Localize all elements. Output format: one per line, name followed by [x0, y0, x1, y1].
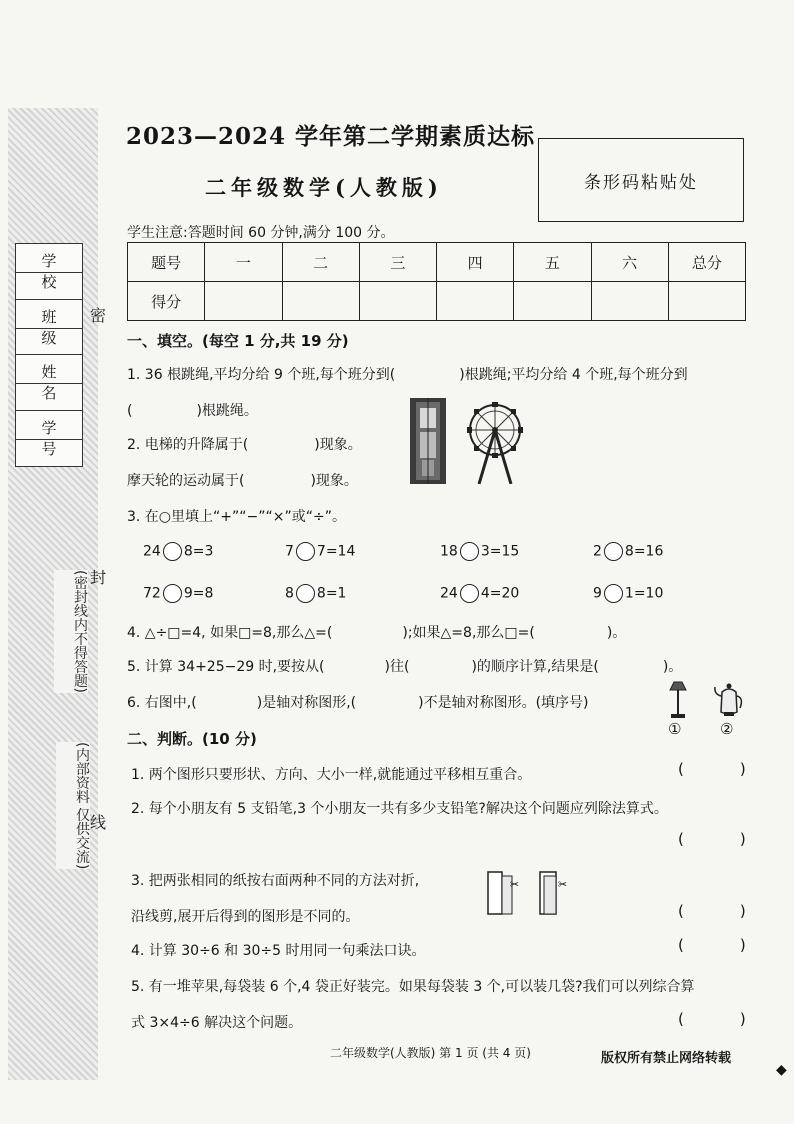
- barcode-label: 条形码粘贴处: [584, 172, 698, 193]
- score-cell[interactable]: [359, 282, 436, 321]
- judge-1: 1. 两个图形只要形状、方向、大小一样,就能通过平移相互重合。: [131, 767, 532, 783]
- q4-text: );如果△=8,那么□=(: [402, 625, 535, 641]
- field-line: [16, 383, 82, 384]
- field-school: [16, 244, 82, 300]
- paren: ): [739, 902, 746, 920]
- question-5: [127, 656, 682, 676]
- op-left: 9: [593, 585, 602, 602]
- question-2-line1: [127, 434, 362, 454]
- op-item: [285, 584, 346, 603]
- op-right: 3=15: [480, 543, 520, 560]
- page-footer: 二年级数学(人教版) 第 1 页 (共 4 页): [330, 1046, 531, 1060]
- lamp-icon: [664, 680, 692, 720]
- question-1-line1: [127, 364, 688, 384]
- op-item: [143, 542, 213, 561]
- score-header-cell: 一: [205, 243, 282, 282]
- score-cell[interactable]: [282, 282, 359, 321]
- score-header-cell: 四: [437, 243, 514, 282]
- q4-text: 4. △÷□=4, 如果□=8,那么△=(: [127, 625, 333, 641]
- judge-3-line2: 沿线剪,展开后得到的图形是不同的。: [131, 909, 360, 925]
- q5-text: 5. 计算 34+25−29 时,要按从(: [127, 659, 325, 675]
- operator-circle[interactable]: [296, 542, 315, 561]
- section1-heading: 一、填空。(每空 1 分,共 19 分): [127, 332, 349, 350]
- q2-text: 2. 电梯的升降属于(: [127, 437, 249, 453]
- diamond-icon: ◆: [776, 1062, 787, 1078]
- teapot-icon: [712, 682, 746, 720]
- judge-4-answer[interactable]: [678, 936, 746, 954]
- q6-text: 6. 右图中,(: [127, 695, 197, 711]
- paren: ): [739, 830, 746, 848]
- judge-5-line2: 式 3×4÷6 解决这个问题。: [131, 1015, 303, 1031]
- field-label: 学校: [41, 252, 71, 291]
- score-header-cell: 题号: [128, 243, 205, 282]
- judge-4: 4. 计算 30÷6 和 30÷5 时用同一句乘法口诀。: [131, 943, 426, 959]
- score-cell[interactable]: [205, 282, 282, 321]
- seal-char: 线: [90, 813, 107, 832]
- field-line: [16, 328, 82, 329]
- score-header-row: [128, 243, 746, 282]
- seal-note: (密封线内不得答题): [54, 570, 88, 693]
- op-right: 1=10: [624, 585, 664, 602]
- score-value-row: [128, 282, 746, 321]
- judge-5-line1: 5. 有一堆苹果,每袋装 6 个,4 袋正好装完。如果每袋装 3 个,可以装几袋?我们可以列综合算: [131, 979, 695, 995]
- score-header-cell: 二: [282, 243, 359, 282]
- score-cell[interactable]: [514, 282, 591, 321]
- page-subtitle: 二年级数学(人教版): [205, 175, 443, 200]
- op-right: 7=14: [316, 543, 356, 560]
- q5-text: )往(: [384, 659, 410, 675]
- paren: (: [678, 1010, 684, 1028]
- q5-text: )的顺序计算,结果是(: [471, 659, 599, 675]
- q2-text: 摩天轮的运动属于(: [127, 473, 245, 489]
- op-right: 8=16: [624, 543, 664, 560]
- q1-text: 1. 36 根跳绳,平均分给 9 个班,每个班分到(: [127, 367, 396, 383]
- q1-text: )根跳绳;平均分给 4 个班,每个班分到: [459, 367, 688, 383]
- op-left: 7: [285, 543, 294, 560]
- score-header-cell: 三: [359, 243, 436, 282]
- score-cell[interactable]: [591, 282, 668, 321]
- q4-text: )。: [606, 625, 627, 641]
- q2-text: )现象。: [310, 473, 358, 489]
- student-notice: 学生注意:答题时间 60 分钟,满分 100 分。: [127, 225, 395, 241]
- paren: ): [739, 936, 746, 954]
- op-item: [593, 584, 663, 603]
- score-table: [127, 242, 746, 321]
- score-row-label: 得分: [128, 282, 205, 321]
- elevator-image: [410, 398, 446, 484]
- q1-text: (: [127, 403, 133, 419]
- paren: (: [678, 830, 684, 848]
- paren: (: [678, 902, 684, 920]
- ferris-wheel-image: [467, 402, 523, 484]
- op-left: 2: [593, 543, 602, 560]
- op-right: 8=1: [316, 585, 347, 602]
- operator-circle[interactable]: [604, 584, 623, 603]
- op-right: 8=3: [183, 543, 214, 560]
- op-left: 24: [143, 543, 161, 560]
- section2-heading: 二、判断。(10 分): [127, 730, 257, 748]
- judge-2: 2. 每个小朋友有 5 支铅笔,3 个小朋友一共有多少支铅笔?解决这个问题应列除法算式。: [131, 801, 668, 817]
- field-label: 姓名: [41, 363, 71, 402]
- operator-circle[interactable]: [296, 584, 315, 603]
- q6-text: )是轴对称图形,(: [256, 695, 357, 711]
- paren: (: [678, 760, 684, 778]
- internal-note: (内部资料 仅供交流): [56, 742, 90, 869]
- score-cell[interactable]: [668, 282, 745, 321]
- folded-paper-2-icon: [536, 870, 572, 916]
- op-left: 18: [440, 543, 458, 560]
- seal-char: 密: [90, 306, 107, 325]
- copyright-notice: 版权所有禁止网络转载: [601, 1051, 732, 1066]
- score-header-cell: 总分: [668, 243, 745, 282]
- q5-text: )。: [662, 659, 683, 675]
- field-label: 学号: [41, 418, 71, 458]
- score-header-cell: 五: [514, 243, 591, 282]
- field-student-id: [16, 411, 82, 467]
- field-name: [16, 355, 82, 411]
- score-cell[interactable]: [437, 282, 514, 321]
- operator-circle[interactable]: [163, 584, 182, 603]
- q1-text: )根跳绳。: [196, 403, 258, 419]
- operator-circle[interactable]: [460, 542, 479, 561]
- paren: (: [678, 936, 684, 954]
- field-line: [16, 439, 82, 440]
- op-item: [143, 584, 213, 603]
- seal-char: 封: [90, 568, 107, 587]
- judge-1-answer[interactable]: [678, 760, 746, 778]
- question-6: [127, 692, 589, 712]
- q2-text: )现象。: [314, 437, 362, 453]
- question-3: 3. 在○里填上“+”“−”“×”或“÷”。: [127, 509, 346, 525]
- paren: ): [739, 760, 746, 778]
- op-item: [285, 542, 355, 561]
- judge-3-answer[interactable]: [678, 902, 746, 920]
- question-2-line2: [127, 470, 358, 490]
- judge-5-answer[interactable]: [678, 1010, 746, 1028]
- op-left: 8: [285, 585, 294, 602]
- score-header-cell: 六: [591, 243, 668, 282]
- operator-circle[interactable]: [163, 542, 182, 561]
- operator-circle[interactable]: [460, 584, 479, 603]
- figure-1-label: ①: [668, 720, 682, 738]
- field-label: 班级: [41, 307, 71, 347]
- op-left: 72: [143, 585, 161, 602]
- judge-2-answer[interactable]: [678, 830, 746, 848]
- op-left: 24: [440, 585, 458, 602]
- barcode-area: [538, 138, 744, 222]
- folded-paper-1-icon: [486, 870, 522, 916]
- operator-circle[interactable]: [604, 542, 623, 561]
- field-line: [16, 272, 82, 273]
- page-title: 2023—2024 学年第二学期素质达标: [126, 123, 536, 150]
- paren: ): [739, 1010, 746, 1028]
- figure-2-label: ②: [720, 720, 734, 738]
- student-info-box: [15, 243, 83, 467]
- field-class: [16, 300, 82, 356]
- judge-3-line1: 3. 把两张相同的纸按右面两种不同的方法对折,: [131, 873, 420, 889]
- question-4: [127, 622, 626, 642]
- op-item: [593, 542, 663, 561]
- op-right: 9=8: [183, 585, 214, 602]
- op-right: 4=20: [480, 585, 520, 602]
- svg-text:✂: ✂: [510, 878, 520, 891]
- op-item: [440, 542, 519, 561]
- svg-text:✂: ✂: [558, 878, 568, 891]
- op-item: [440, 584, 519, 603]
- q6-text: )不是轴对称图形。(填序号): [418, 695, 589, 711]
- question-1-line2: [127, 400, 258, 420]
